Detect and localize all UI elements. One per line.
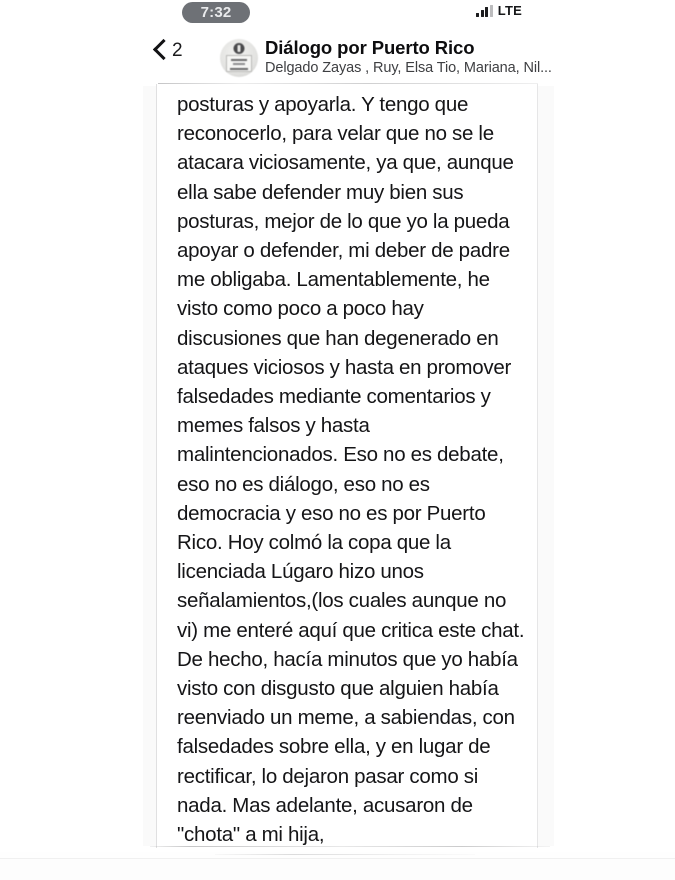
status-bar-right-group [476,5,522,17]
signal-bars-icon [476,6,493,17]
chat-title[interactable]: Diálogo por Puerto Rico [265,37,475,58]
avatar-plaque-glyph [226,55,252,72]
group-avatar-icon[interactable] [220,39,258,77]
scan-artifact-right [538,86,554,846]
avatar-seal-glyph [234,43,245,54]
message-bubble[interactable] [156,84,538,848]
message-body-text: posturas y apoyarla. Y tengo que reconocerlo, para velar que no se le atacara viciosamente, ya que, aunque ella sabe defender muy bien sus posturas, mejor de lo que yo la pueda apoyar o defender, mi deber de padre me obligaba. Lamentablemente, he visto como poco a poco hay discusiones que han degenerado en ataques viciosos y hasta en promover falsedades mediante comentarios y memes falsos y hasta malintencionados. Eso no es debate, eso no es diálogo, eso no es democracia y eso no es por Puerto Rico. Hoy colmó la copa que la licenciada Lúgaro hizo unos señalamientos,(los cuales aunque no vi) me enteré aquí que critica este chat. De hecho, hacía minutos que yo había visto con disgusto que alguien había reenviado un meme, a sabiendas, con falsedades sobre ella, y en lugar de rectificar, lo dejaron pasar como si nada. Mas adelante, acusaron de "chota" a mi hija, [177,93,525,847]
page-bottom-margin [0,858,675,880]
chat-participants[interactable]: Delgado Zayas , Ruy, Elsa Tio, Mariana, Nil... [265,60,552,76]
bubble-bottom-edge [150,846,550,847]
unread-count-badge: 2 [172,40,183,61]
scan-edge-shadow [215,854,475,855]
network-type-label: LTE [497,3,522,18]
status-bar [0,0,675,30]
scan-artifact-left [143,86,156,846]
conversation-header [0,34,675,82]
status-bar-clock: 7:32 [182,2,250,23]
back-button[interactable] [152,38,183,64]
chevron-left-icon [152,38,168,64]
